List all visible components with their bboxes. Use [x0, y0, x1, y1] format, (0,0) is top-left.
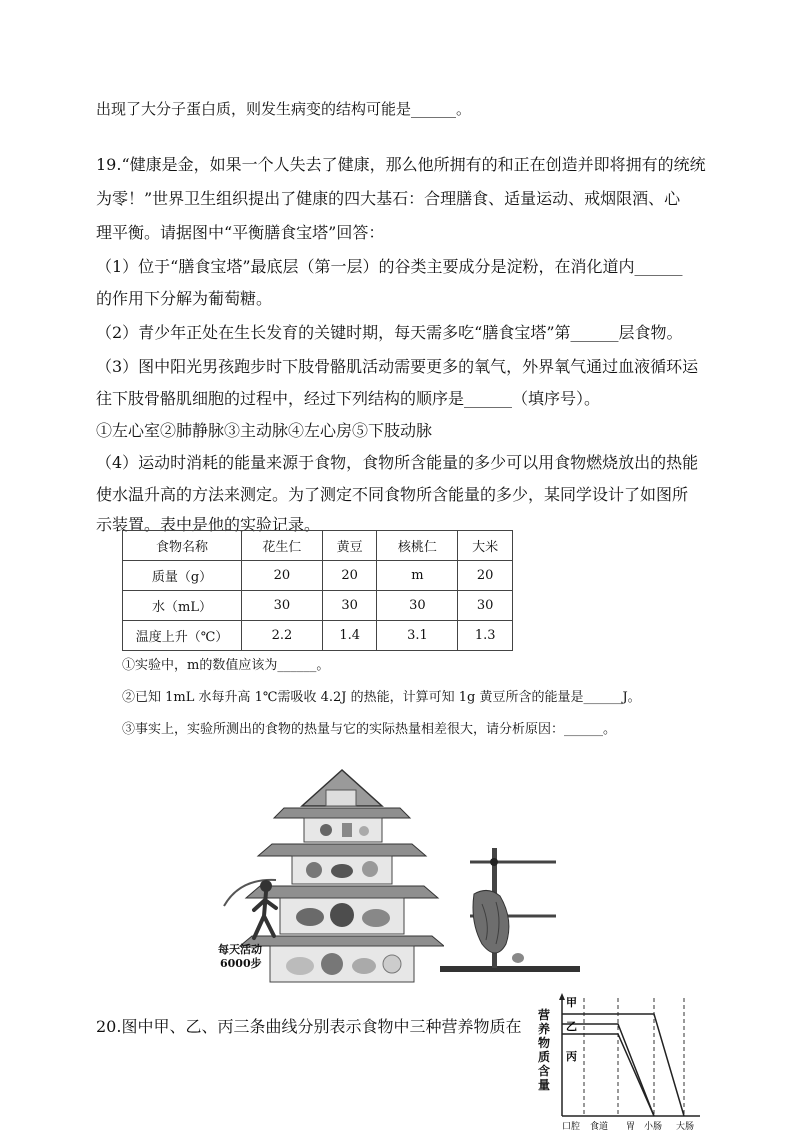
pagoda-sign-line-1: 每天活动: [218, 943, 262, 956]
q19-part2: （2）青少年正处在生长发育的关键时期，每天需多吃“膳食宝塔”第______层食物。: [96, 323, 683, 342]
table-cell: 1.3: [458, 621, 513, 651]
curve-yi: [562, 1024, 654, 1116]
q19-sub-1: ①实验中，m的数值应该为______。: [122, 658, 330, 673]
x-label: 大肠: [676, 1122, 695, 1132]
table-cell: 1.4: [322, 621, 377, 651]
series-label-jia: 甲: [566, 996, 577, 1009]
table-cell: 3.1: [377, 621, 458, 651]
x-label: 小肠: [644, 1122, 663, 1132]
table-cell: 温度上升（℃）: [123, 621, 242, 651]
continued-question-line: 出现了大分子蛋白质，则发生病变的结构可能是______。: [96, 100, 472, 118]
table-cell: m: [377, 561, 458, 591]
table-cell: 30: [322, 591, 377, 621]
table-header-cell: 大米: [458, 531, 513, 561]
table-header-cell: 花生仁: [242, 531, 323, 561]
series-label-bing: 丙: [566, 1050, 577, 1063]
pagoda-sign-line-2: 6000步: [220, 957, 262, 970]
table-cell: 质量（g）: [123, 561, 242, 591]
table-row: [123, 561, 513, 591]
x-label: 食道: [590, 1122, 609, 1132]
digestion-curve-chart: [532, 990, 704, 1132]
y-axis-label: 营养物质含量: [538, 1008, 551, 1092]
q19-part3-line-1: （3）图中阳光男孩跑步时下肢骨骼肌活动需要更多的氧气，外界氧气通过血液循环运: [96, 357, 699, 376]
q19-part1-line-2: 的作用下分解为葡萄糖。: [96, 289, 273, 308]
q19-part4-line-2: 使水温升高的方法来测定。为了测定不同食物所含能量的多少，某同学设计了如图所: [96, 485, 689, 504]
q19-options: ①左心室②肺静脉③主动脉④左心房⑤下肢动脉: [96, 421, 433, 440]
series-label-yi: 乙: [566, 1020, 577, 1033]
food-burning-apparatus-figure: [440, 844, 580, 976]
table-header-cell: 核桃仁: [377, 531, 458, 561]
q19-part3-line-2: 往下肢骨骼肌细胞的过程中，经过下列结构的顺序是______（填序号）。: [96, 389, 601, 408]
table-cell: 30: [242, 591, 323, 621]
q19-sub-3: ③事实上，实验所测出的食物的热量与它的实际热量相差很大，请分析原因：______。: [122, 722, 617, 737]
x-label: 口腔: [562, 1122, 581, 1132]
curve-jia: [562, 1014, 684, 1116]
q19-line-1: 19.“健康是金，如果一个人失去了健康，那么他所拥有的和正在创造并即将拥有的统统: [96, 155, 706, 174]
table-cell: 20: [242, 561, 323, 591]
q19-sub-2: ②已知 1mL 水每升高 1℃需吸收 4.2J 的热能，计算可知 1g 黄豆所含的能量是______J。: [122, 690, 641, 705]
table-header-cell: 食物名称: [123, 531, 242, 561]
q20-text: 20.图中甲、乙、丙三条曲线分别表示食物中三种营养物质在: [96, 1017, 522, 1036]
table-row: [123, 621, 513, 651]
q19-line-2: 为零！”世界卫生组织提出了健康的四大基石：合理膳食、适量运动、戒烟限酒、心: [96, 189, 681, 208]
table-row: [123, 591, 513, 621]
experiment-table: [122, 530, 513, 651]
table-cell: 30: [458, 591, 513, 621]
table-header-row: [123, 531, 513, 561]
table-cell: 20: [322, 561, 377, 591]
q19-part4-line-1: （4）运动时消耗的能量来源于食物，食物所含能量的多少可以用食物燃烧放出的热能: [96, 453, 699, 472]
x-label: 胃: [626, 1122, 636, 1132]
table-header-cell: 黄豆: [322, 531, 377, 561]
table-cell: 30: [377, 591, 458, 621]
table-cell: 2.2: [242, 621, 323, 651]
q19-part4-line-3: 示装置。表中是他的实验记录。: [96, 515, 321, 534]
curve-bing: [562, 1034, 654, 1116]
table-cell: 水（mL）: [123, 591, 242, 621]
q19-part1-line-1: （1）位于“膳食宝塔”最底层（第一层）的谷类主要成分是淀粉，在消化道内______: [96, 257, 683, 276]
q19-line-3: 理平衡。请据图中“平衡膳食宝塔”回答：: [96, 223, 385, 242]
table-cell: 20: [458, 561, 513, 591]
